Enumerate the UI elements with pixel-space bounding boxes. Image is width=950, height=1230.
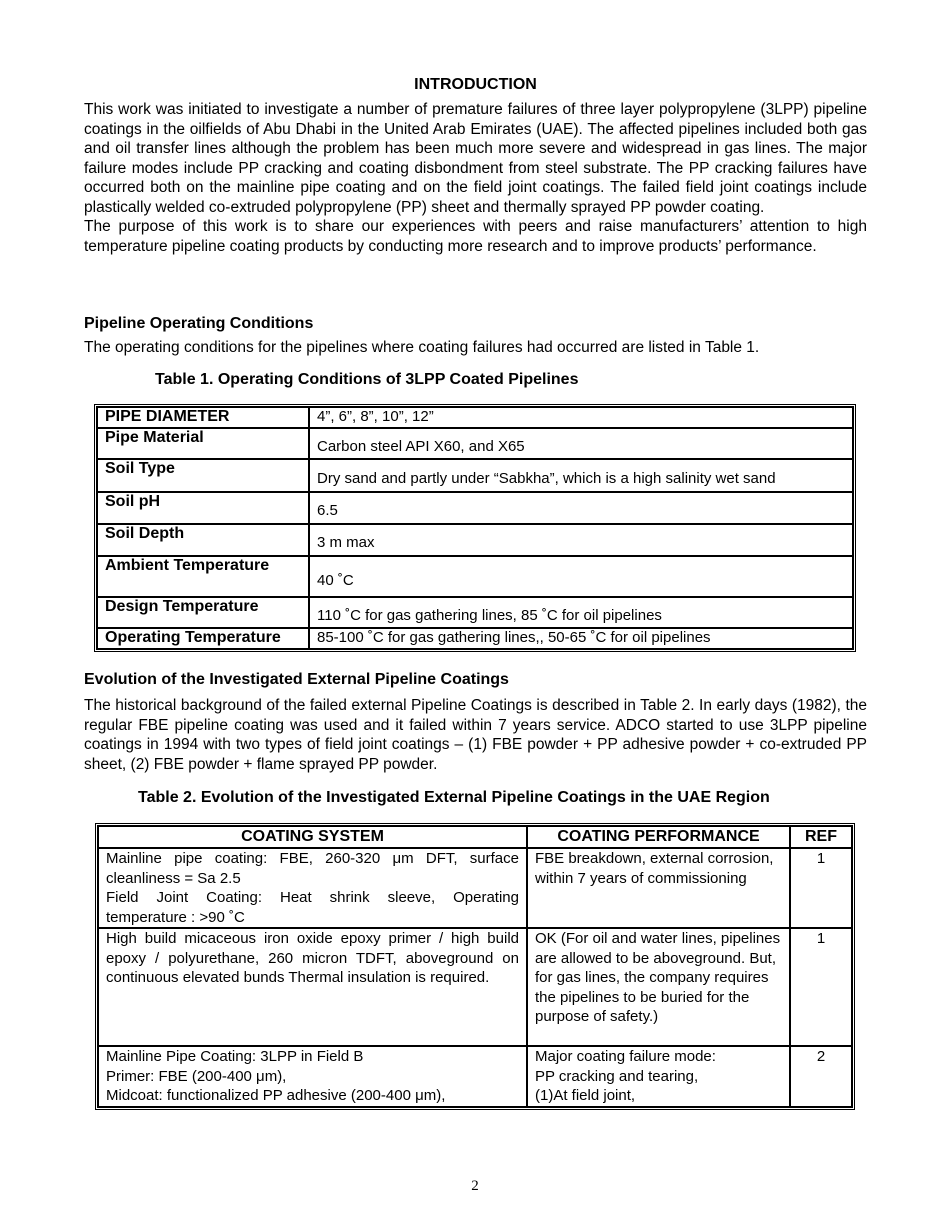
cell-line: (1)At field joint, xyxy=(535,1087,636,1104)
table1-key: Design Temperature xyxy=(97,597,309,628)
ref-cell: 2 xyxy=(790,1046,852,1107)
coating-performance-cell xyxy=(527,848,790,928)
intro-paragraph-2: The purpose of this work is to share our experiences with peers and raise manufacturers’ attention to high temperature pipeline coating products by conducting more research and to improve products’ performance. xyxy=(84,218,867,255)
cell-line: PP cracking and tearing, xyxy=(535,1067,699,1085)
table1-value: 85-100 ˚C for gas gathering lines,, 50-65 ˚C for oil pipelines xyxy=(309,628,853,649)
operating-heading: Pipeline Operating Conditions xyxy=(84,315,314,332)
intro-section xyxy=(84,100,867,256)
table1-caption: Table 1. Operating Conditions of 3LPP Coated Pipelines xyxy=(155,371,579,388)
table-header-row xyxy=(98,826,852,848)
table2-caption: Table 2. Evolution of the Investigated External Pipeline Coatings in the UAE Region xyxy=(138,789,770,806)
table1-value: 40 ˚C xyxy=(309,556,853,597)
table1-key: Soil Type xyxy=(97,459,309,492)
evolution-paragraph: The historical background of the failed external Pipeline Coatings is described in Table 2. In early days (1982), the regular FBE pipeline coating was used and it failed within 7 years service. ADCO started to use 3LPP pipeline coatings in 1994 with two types of field joint coatings – (1) FBE powder + PP adhesive powder + co-extruded PP sheet, (2) FBE powder + flame sprayed PP powder. xyxy=(84,697,867,773)
intro-paragraph-1: This work was initiated to investigate a number of premature failures of three layer polypropylene (3LPP) pipeline coatings in the oilfields of Abu Dhabi in the United Arab Emirates (UAE). The affected pipelines included both gas and oil transfer lines although the problem has been much more severe and widespread in gas lines. The major failure modes include PP cracking and coating disbondment from steel substrate. The PP cracking failures have occurred both on the mainline pipe coating and on the field joint coatings. The failed field joint coatings include plastically welded co-extruded polypropylene (PP) sheet and thermally sprayed PP powder coating. xyxy=(84,101,867,216)
table-row xyxy=(97,459,853,492)
table1-key: Pipe Material xyxy=(97,428,309,459)
table-row xyxy=(97,428,853,459)
cell-line: FBE breakdown, external corrosion, within 7 years of commissioning xyxy=(535,850,774,887)
table-row xyxy=(97,407,853,428)
table-row xyxy=(98,848,852,928)
table1-value: 3 m max xyxy=(309,524,853,556)
evolution-heading: Evolution of the Investigated External Pipeline Coatings xyxy=(84,671,509,688)
ref-cell: 1 xyxy=(790,928,852,1046)
column-header-coating-performance: COATING PERFORMANCE xyxy=(527,826,790,848)
table1-value: 6.5 xyxy=(309,492,853,524)
table1-key: PIPE DIAMETER xyxy=(97,407,309,428)
cell-line: Field Joint Coating: Heat shrink sleeve, Operating temperature : >90 ˚C xyxy=(106,889,519,926)
evolution-section xyxy=(84,671,867,774)
table1-value: 4”, 6”, 8”, 10”, 12” xyxy=(309,407,853,428)
table-row xyxy=(97,628,853,649)
table1-value: 110 ˚C for gas gathering lines, 85 ˚C for oil pipelines xyxy=(309,597,853,628)
table-row xyxy=(97,597,853,628)
table-row xyxy=(98,928,852,1046)
operating-paragraph: The operating conditions for the pipelines where coating failures had occurred are listed in Table 1. xyxy=(84,339,760,356)
coating-system-cell xyxy=(98,928,527,1046)
cell-line: Mainline pipe coating: FBE, 260-320 μm DFT, surface cleanliness = Sa 2.5 xyxy=(106,850,519,887)
coating-system-cell xyxy=(98,1046,527,1107)
table2-coating-evolution xyxy=(95,823,855,1110)
cell-line: OK (For oil and water lines, pipelines are allowed to be aboveground. But, for gas lines, the company requires the pipelines to be buried for the purpose of safety.) xyxy=(535,930,781,1025)
coating-performance-cell xyxy=(527,1046,790,1107)
cell-line: High build micaceous iron oxide epoxy primer / high build epoxy / polyurethane, 260 micron TDFT, aboveground on continuous elevated bunds Thermal insulation is required. xyxy=(106,930,519,986)
column-header-ref: REF xyxy=(790,826,852,848)
intro-heading: INTRODUCTION xyxy=(414,76,537,93)
table1-key: Operating Temperature xyxy=(97,628,309,649)
coating-performance-cell xyxy=(527,928,790,1046)
table-row xyxy=(97,556,853,597)
operating-section xyxy=(84,315,867,358)
table1-key: Soil pH xyxy=(97,492,309,524)
ref-cell: 1 xyxy=(790,848,852,928)
table1-value: Carbon steel API X60, and X65 xyxy=(309,428,853,459)
coating-system-cell xyxy=(98,848,527,928)
table1-value: Dry sand and partly under “Sabkha”, which is a high salinity wet sand xyxy=(309,459,853,492)
cell-line: Midcoat: functionalized PP adhesive (200-400 μm), xyxy=(106,1087,446,1104)
cell-line: Major coating failure mode: xyxy=(535,1048,716,1065)
cell-line: Mainline Pipe Coating: 3LPP in Field B xyxy=(106,1048,364,1065)
cell-line: Primer: FBE (200-400 μm), xyxy=(106,1067,287,1085)
table1-operating-conditions xyxy=(94,404,856,652)
table1-key: Soil Depth xyxy=(97,524,309,556)
table-row xyxy=(97,524,853,556)
column-header-coating-system: COATING SYSTEM xyxy=(98,826,527,848)
page-number: 2 xyxy=(471,1178,479,1194)
table-row xyxy=(97,492,853,524)
table-row xyxy=(98,1046,852,1107)
table1-key: Ambient Temperature xyxy=(97,556,309,597)
